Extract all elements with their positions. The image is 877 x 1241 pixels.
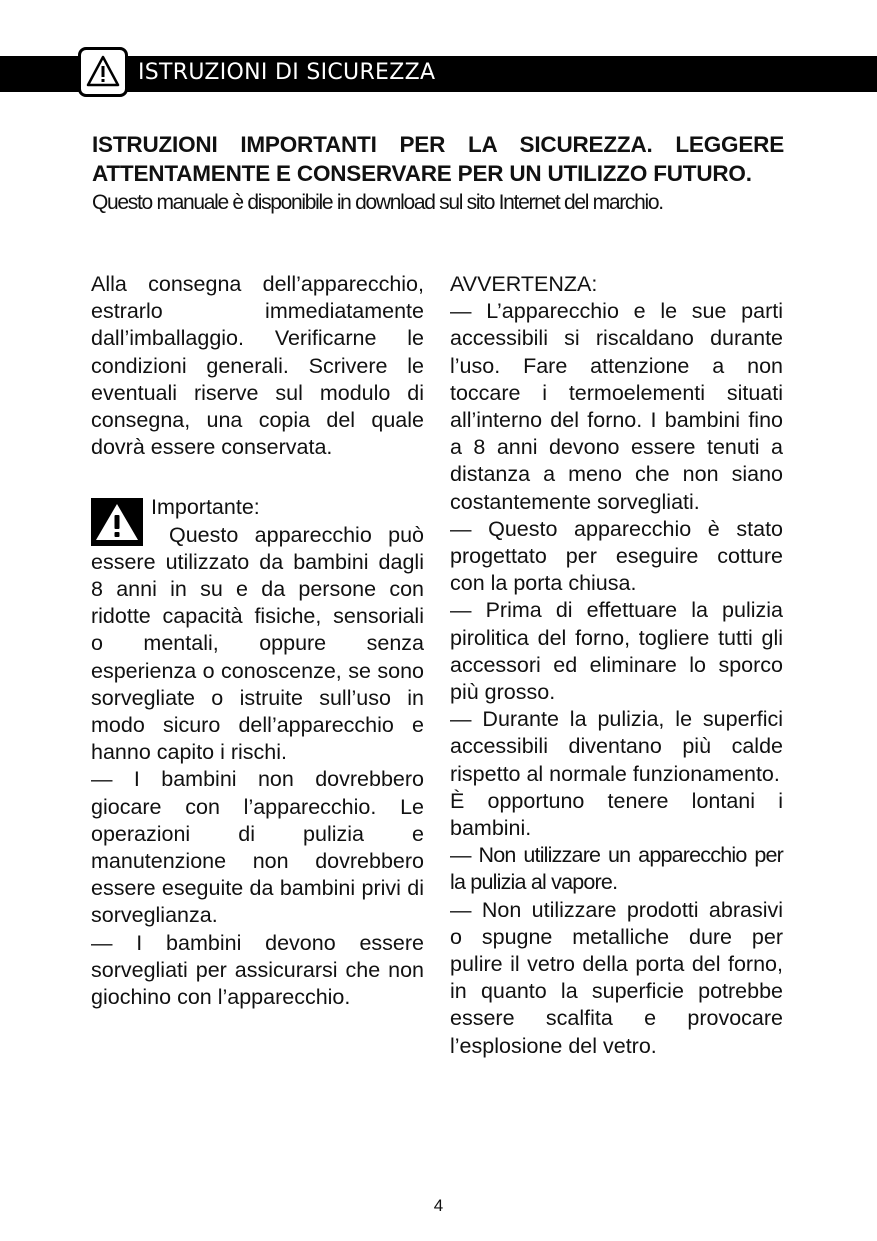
paragraph: — Prima di effettuare la pulizia pirolitica del forno, togliere tutti gli accessori ed eliminare lo sporco più grosso.	[450, 598, 783, 705]
paragraph: — Non utilizzare prodotti abrasivi o spugne metalliche dure per pulire il vetro della porta del forno, in quanto la superficie potrebbe essere scalfita e provocare l’esplosione del vetro.	[450, 897, 783, 1058]
important-label: Importante:	[151, 495, 260, 520]
important-text-content: Questo apparecchio può essere utilizzato da bambini dagli 8 anni in su e da persone con ridotte capacità fisiche, sensoriali o mentali, oppure senza esperienza o conoscenze, se sono sorvegliate o istruite sull’uso in modo sicuro dell’apparecchio e hanno capito i rischi.	[91, 522, 424, 765]
page-number: 4	[433, 1196, 444, 1215]
important-text	[91, 522, 424, 767]
important-block	[91, 494, 424, 766]
paragraph: — I bambini non dovrebbero giocare con l’apparecchio. Le operazioni di pulizia e manutenzione non dovrebbero essere eseguite da bambini privi di sorveglianza.	[91, 767, 424, 928]
delivery-paragraph: Alla consegna dell’apparecchio, estrarlo immediatamente dall’imballaggio. Verificarne le condizioni generali. Scrivere le eventuali riserve sul modulo di consegna, una copia del quale dovrà essere conservata.	[91, 272, 424, 460]
paragraph: — I bambini devono essere sorvegliati per assicurarsi che non giochino con l’apparecchio.	[91, 930, 424, 1010]
warning-triangle-icon	[78, 47, 128, 97]
intro-note: Questo manuale è disponibile in download sul sito Internet del marchio.	[92, 191, 663, 214]
left-column	[91, 271, 424, 1011]
intro	[92, 130, 784, 218]
paragraph: — Questo apparecchio è stato progettato per eseguire cotture con la porta chiusa.	[450, 516, 783, 596]
paragraph: — Non utilizzare un apparecchio per la pulizia al vapore.	[450, 843, 783, 895]
warning-heading: AVVERTENZA:	[450, 272, 598, 296]
paragraph: — L’apparecchio e le sue parti accessibili si riscaldano durante l’uso. Fare attenzione a non toccare i termoelementi situati all’interno del forno. I bambini fino a 8 anni devono essere tenuti a distanza a meno che non siano costantemente sorvegliati.	[450, 299, 783, 514]
intro-heading: ISTRUZIONI IMPORTANTI PER LA SICUREZZA. LEGGERE ATTENTAMENTE E CONSERVARE PER UN UTILIZZO FUTURO.	[92, 132, 784, 186]
header-bar	[0, 56, 877, 92]
page-title: ISTRUZIONI DI SICUREZZA	[138, 60, 436, 85]
paragraph: — Durante la pulizia, le superfici accessibili diventano più calde rispetto al normale funzionamento.	[450, 707, 783, 786]
paragraph: È opportuno tenere lontani i bambini.	[450, 788, 783, 841]
warning-icon	[91, 498, 143, 546]
right-column	[450, 271, 783, 1060]
